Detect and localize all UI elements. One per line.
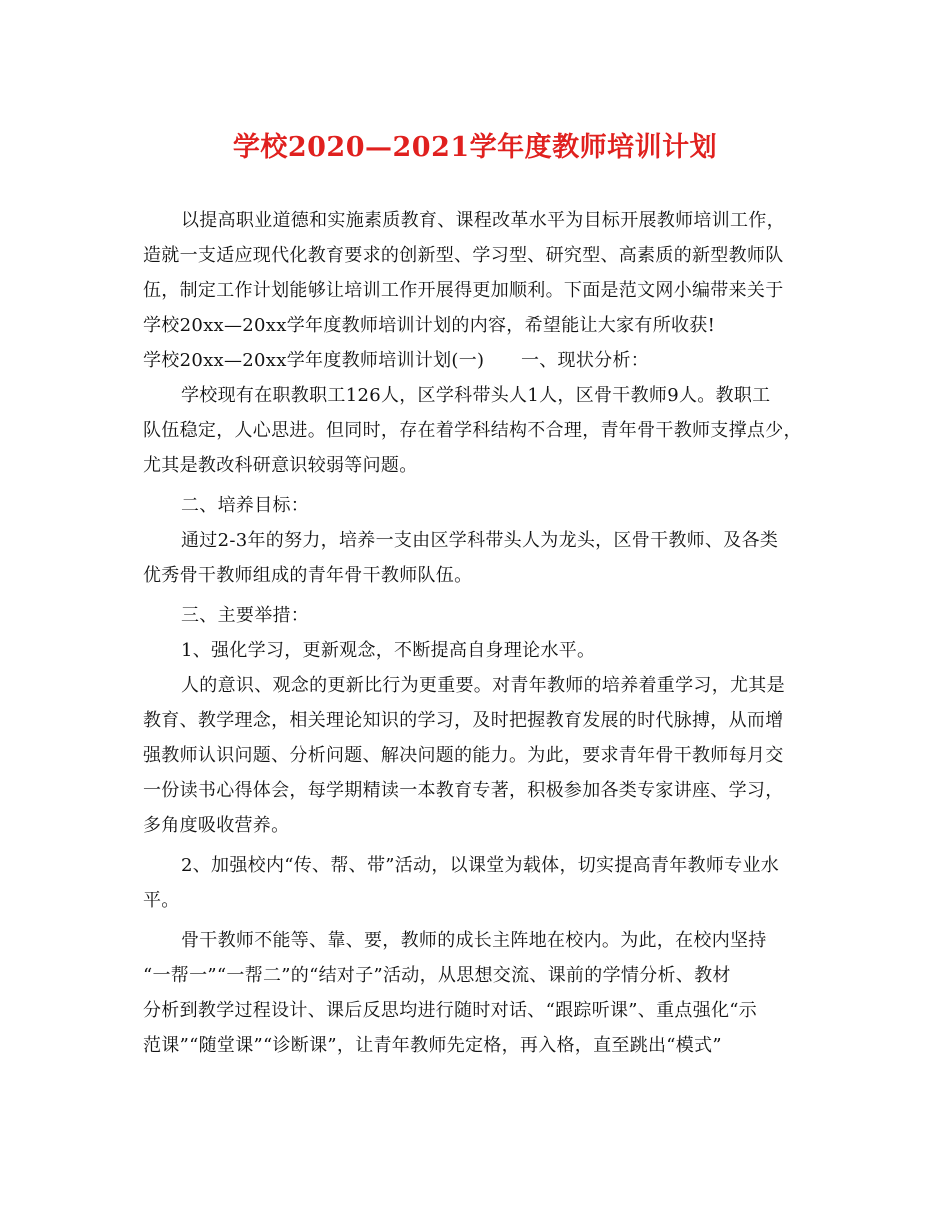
paragraph-line: 造就一支适应现代化教育要求的创新型、学习型、研究型、高素质的新型教师队 <box>143 245 784 266</box>
subsection-heading: 2、加强校内“传、帮、带”活动，以课堂为载体，切实提高青年教师专业水 <box>181 855 780 876</box>
paragraph-line: 优秀骨干教师组成的青年骨干教师队伍。 <box>143 565 473 586</box>
paragraph-line: 队伍稳定，人心思进。但同时，存在着学科结构不合理，青年骨干教师支撑点少， <box>143 420 802 441</box>
paragraph-line: “一帮一”“一帮二”的“结对子”活动，从思想交流、课前的学情分析、教材 <box>143 965 731 986</box>
paragraph-line: 伍，制定工作计划能够让培训工作开展得更加顺利。下面是范文网小编带来关于 <box>143 280 784 301</box>
paragraph-line: 分析到教学过程设计、课后反思均进行随时对话、“跟踪听课”、重点强化“示 <box>143 1000 758 1021</box>
paragraph-line: 强教师认识问题、分析问题、解决问题的能力。为此，要求青年骨干教师每月交 <box>143 745 784 766</box>
paragraph-line: 通过2-3年的努力，培养一支由区学科带头人为龙头，区骨干教师、及各类 <box>181 530 779 551</box>
paragraph-line: 范课”“随堂课”“诊断课”，让青年教师先定格，再入格，直至跳出“模式” <box>143 1035 722 1056</box>
subsection-heading-cont: 平。 <box>143 890 180 911</box>
paragraph-line: 学校现有在职教职工126人，区学科带头人1人，区骨干教师9人。教职工 <box>181 385 771 406</box>
section-heading: 二、培养目标： <box>181 495 310 516</box>
paragraph-line: 学校20xx—20xx学年度教师培训计划的内容，希望能让大家有所收获! <box>143 315 716 336</box>
paragraph-line: 学校20xx—20xx学年度教师培训计划(一) 一、现状分析： <box>143 350 650 371</box>
section-heading: 三、主要举措： <box>181 605 310 626</box>
paragraph-line: 教育、教学理念，相关理论知识的学习，及时把握教育发展的时代脉搏，从而增 <box>143 710 784 731</box>
paragraph-line: 以提高职业道德和实施素质教育、课程改革水平为目标开展教师培训工作， <box>181 210 785 231</box>
paragraph-line: 多角度吸收营养。 <box>143 815 290 836</box>
paragraph-line: 一份读书心得体会，每学期精读一本教育专著，积极参加各类专家讲座、学习， <box>143 780 784 801</box>
paragraph-line: 骨干教师不能等、靠、要，教师的成长主阵地在校内。为此，在校内坚持 <box>181 930 767 951</box>
subsection-heading: 1、强化学习，更新观念，不断提高自身理论水平。 <box>181 640 596 661</box>
paragraph-line: 人的意识、观念的更新比行为更重要。对青年教师的培养着重学习，尤其是 <box>181 675 785 696</box>
document-title: 学校2020—2021学年度教师培训计划 <box>232 132 718 163</box>
paragraph-line: 尤其是教改科研意识较弱等问题。 <box>143 455 418 476</box>
